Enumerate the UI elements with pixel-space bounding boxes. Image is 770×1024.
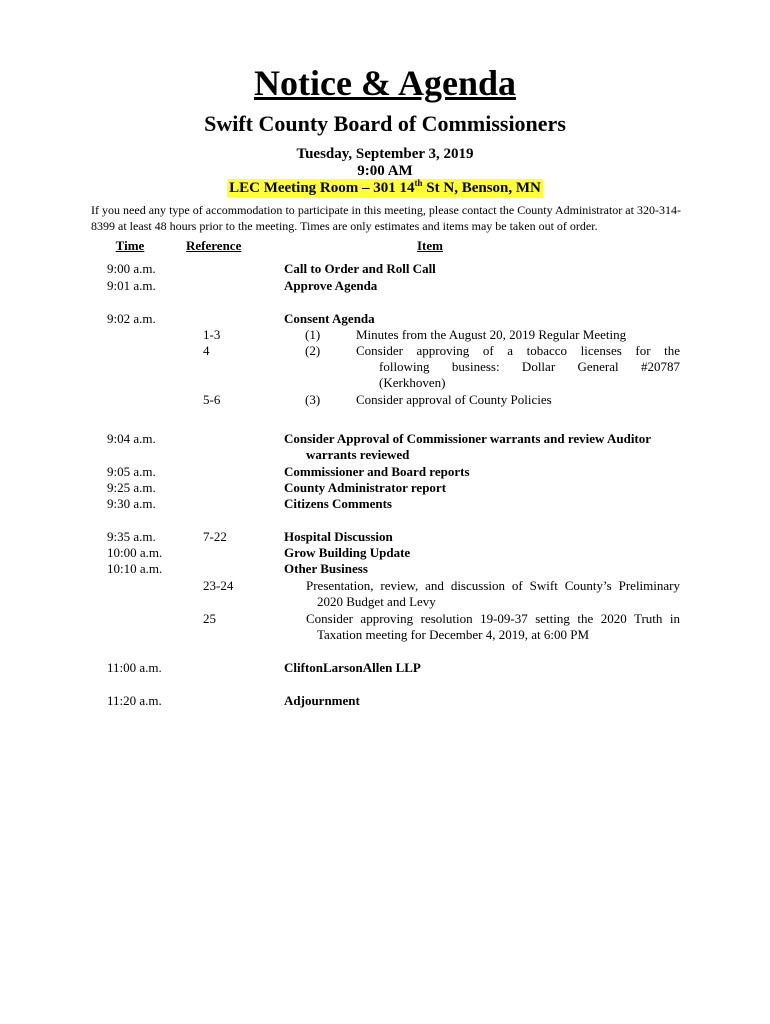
agenda-item: Other Business	[284, 561, 368, 576]
meeting-location	[0, 179, 770, 197]
agenda-reference: 7-22	[203, 529, 227, 544]
agenda-reference: 1-3	[203, 327, 221, 342]
sub-item-number: (1)	[305, 327, 321, 342]
agenda-time: 9:02 a.m.	[107, 311, 156, 326]
sub-item-text: 2020 Budget and Levy	[317, 594, 436, 609]
agenda-item: Commissioner and Board reports	[284, 464, 470, 479]
agenda-item: Approve Agenda	[284, 278, 378, 293]
agenda-item: warrants reviewed	[306, 447, 410, 462]
column-header-item: Item	[417, 238, 443, 253]
meeting-time: 9:00 AM	[357, 163, 413, 179]
location-text-start: LEC Meeting Room – 301 14	[229, 180, 415, 196]
sub-item-text: (Kerkhoven)	[379, 375, 446, 390]
location-text-end: St N, Benson, MN	[422, 180, 541, 196]
board-name: Swift County Board of Commissioners	[204, 111, 566, 136]
agenda-item: Grow Building Update	[284, 545, 411, 560]
sub-item-text: Taxation meeting for December 4, 2019, at 6:00 PM	[317, 627, 590, 642]
agenda-reference: 4	[203, 343, 210, 358]
sub-item-text: following business: Dollar General #20787	[379, 359, 680, 374]
sub-item-number: (3)	[305, 392, 321, 407]
agenda-time: 10:00 a.m.	[107, 545, 163, 560]
agenda-item: Adjournment	[284, 693, 360, 708]
agenda-time: 9:00 a.m.	[107, 261, 156, 276]
sub-item-text: Consider approving resolution 19-09-37 setting the 2020 Truth in	[306, 611, 680, 626]
agenda-item: Citizens Comments	[284, 496, 392, 511]
page-title: Notice & Agenda	[254, 63, 516, 103]
sub-item-text: Consider approving of a tobacco licenses for the	[356, 343, 680, 358]
agenda-item: Consent Agenda	[284, 311, 375, 326]
accommodation-notice: If you need any type of accommodation to participate in this meeting, please contact the County Administrator at 320-314-8399 at least 48 hours prior to the meeting. Times are only estimates and items may be taken out of order.	[91, 203, 681, 233]
location-highlight	[227, 179, 543, 197]
agenda-item: Hospital Discussion	[284, 529, 393, 544]
agenda-time: 9:25 a.m.	[107, 480, 156, 495]
agenda-time: 9:35 a.m.	[107, 529, 156, 544]
agenda-reference: 25	[203, 611, 216, 626]
sub-item-text: Minutes from the August 20, 2019 Regular Meeting	[356, 327, 627, 342]
column-header-reference: Reference	[186, 238, 242, 253]
agenda-item: Consider Approval of Commissioner warrants and review Auditor	[284, 431, 652, 446]
agenda-time: 10:10 a.m.	[107, 561, 163, 576]
meeting-date: Tuesday, September 3, 2019	[296, 146, 474, 162]
agenda-item: CliftonLarsonAllen LLP	[284, 660, 421, 675]
sub-item-text: Consider approval of County Policies	[356, 392, 552, 407]
agenda-time: 9:01 a.m.	[107, 278, 156, 293]
sub-item-number: (2)	[305, 343, 321, 358]
location-superscript: th	[414, 178, 423, 188]
agenda-time: 11:20 a.m.	[107, 693, 162, 708]
agenda-time: 9:04 a.m.	[107, 431, 156, 446]
agenda-item: County Administrator report	[284, 480, 447, 495]
column-header-time: Time	[115, 238, 145, 253]
agenda-reference: 5-6	[203, 392, 221, 407]
agenda-time: 9:30 a.m.	[107, 496, 156, 511]
agenda-time: 9:05 a.m.	[107, 464, 156, 479]
agenda-item: Call to Order and Roll Call	[284, 261, 436, 276]
agenda-reference: 23-24	[203, 578, 234, 593]
agenda-time: 11:00 a.m.	[107, 660, 162, 675]
sub-item-text: Presentation, review, and discussion of Swift County’s Preliminary	[306, 578, 680, 593]
